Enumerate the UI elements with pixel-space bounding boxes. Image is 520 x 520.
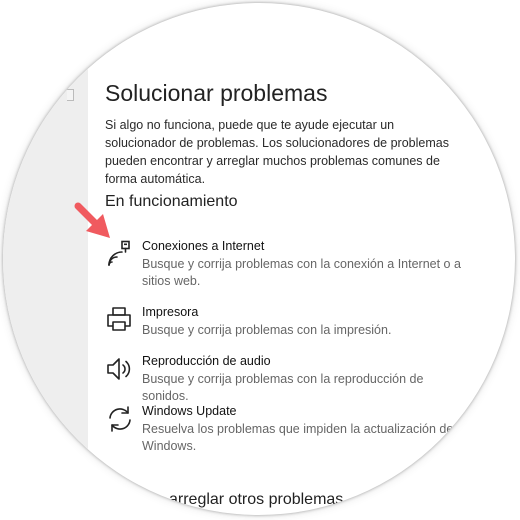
item-title: Windows Update [142,404,237,418]
intro-text: Si algo no funciona, puede que te ayude ejecutar un solucionador de problemas. Los solucionadores de problemas pueden encontrar y arreglar muchos problemas comunes de forma automática. [105,118,449,186]
item-description: Busque y corrija problemas con la reproducción de sonidos. [142,372,424,403]
item-description: Busque y corrija problemas con la impresión. [142,323,392,337]
section-title-other-problems: arreglar otros problemas [169,491,344,508]
page-title: Solucionar problemas [105,80,328,106]
speaker-icon [105,354,135,384]
section-title-running: En funcionamiento [105,193,238,210]
item-title: Conexiones a Internet [142,239,265,253]
troubleshoot-page [3,3,515,515]
item-title: Reproducción de audio [142,354,271,368]
pointer-arrow-icon [70,198,118,246]
printer-icon [105,305,135,335]
item-description: Busque y corrija problemas con la conexión a Internet o a sitios web. [142,257,461,288]
item-description: Resuelva los problemas que impiden la actualización de Windows. [142,422,454,453]
item-title: Impresora [142,305,199,319]
screenshot-circle-frame [3,3,515,515]
refresh-icon [105,404,135,434]
